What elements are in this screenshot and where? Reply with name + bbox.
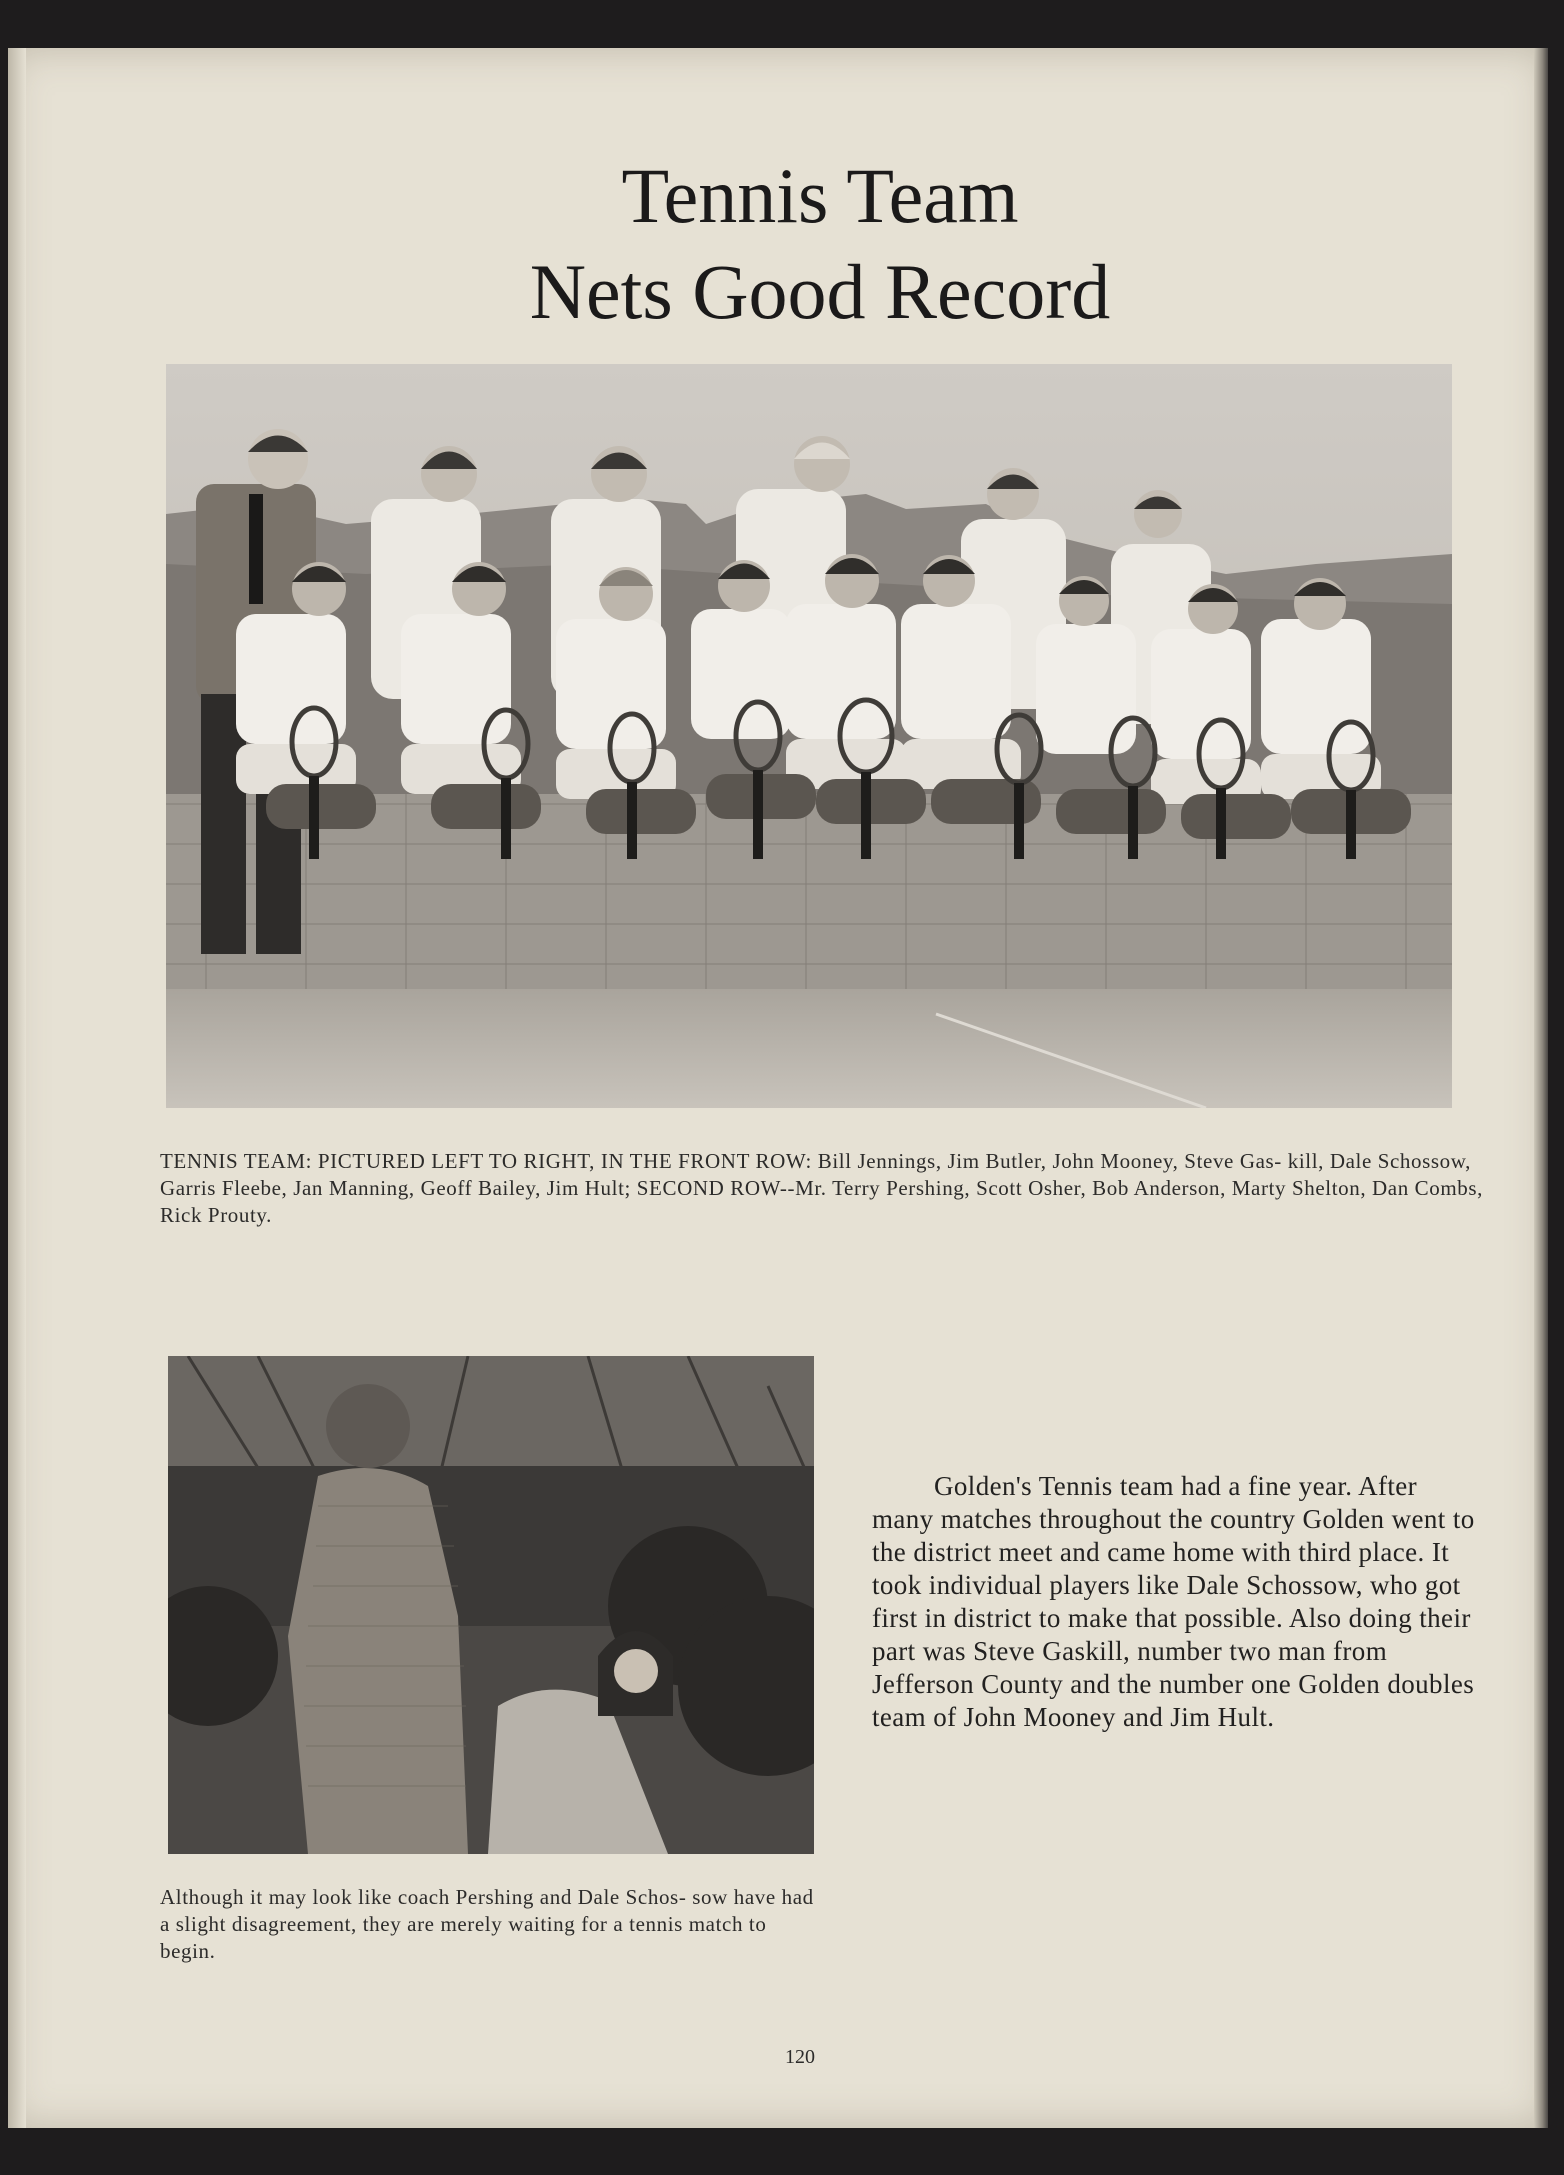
page-right-edge [1534, 48, 1548, 2128]
team-photo-caption: TENNIS TEAM: PICTURED LEFT TO RIGHT, IN THE FRONT ROW: Bill Jennings, Jim Butler, John Mooney, Steve Gas- kill, Dale Schossow, Garris Fleebe, Jan Manning, Geoff Bailey, Jim Hult; SECOND ROW--Mr. Terry Pershing, Scott Osher, Bob Anderson, Marty Shelton, Dan Combs, Rick Prouty. [160, 1149, 1484, 1227]
team-photo-image [166, 364, 1452, 1108]
page-binding-edge [8, 48, 26, 2128]
headline-line-1: Tennis Team [621, 152, 1019, 239]
coach-photo [168, 1356, 814, 1854]
coach-photo-image [168, 1356, 814, 1854]
coach-photo-caption: Although it may look like coach Pershing and Dale Schos- sow have had a slight disagreement, they are merely waiting for a tennis match to begin. [160, 1885, 814, 1963]
article-body: Golden's Tennis team had a fine year. After many matches throughout the country Golden went to the district meet and came home with third place. It took individual players like Dale Schossow, who got first in district to make that possible. Also doing their part was Steve Gaskill, number two man from Jefferson County and the number one Golden doubles team of John Mooney and Jim Hult. [872, 1471, 1475, 1732]
team-photo [166, 364, 1452, 1108]
page-number: 120 [785, 2046, 815, 2068]
headline-line-2: Nets Good Record [529, 248, 1111, 335]
